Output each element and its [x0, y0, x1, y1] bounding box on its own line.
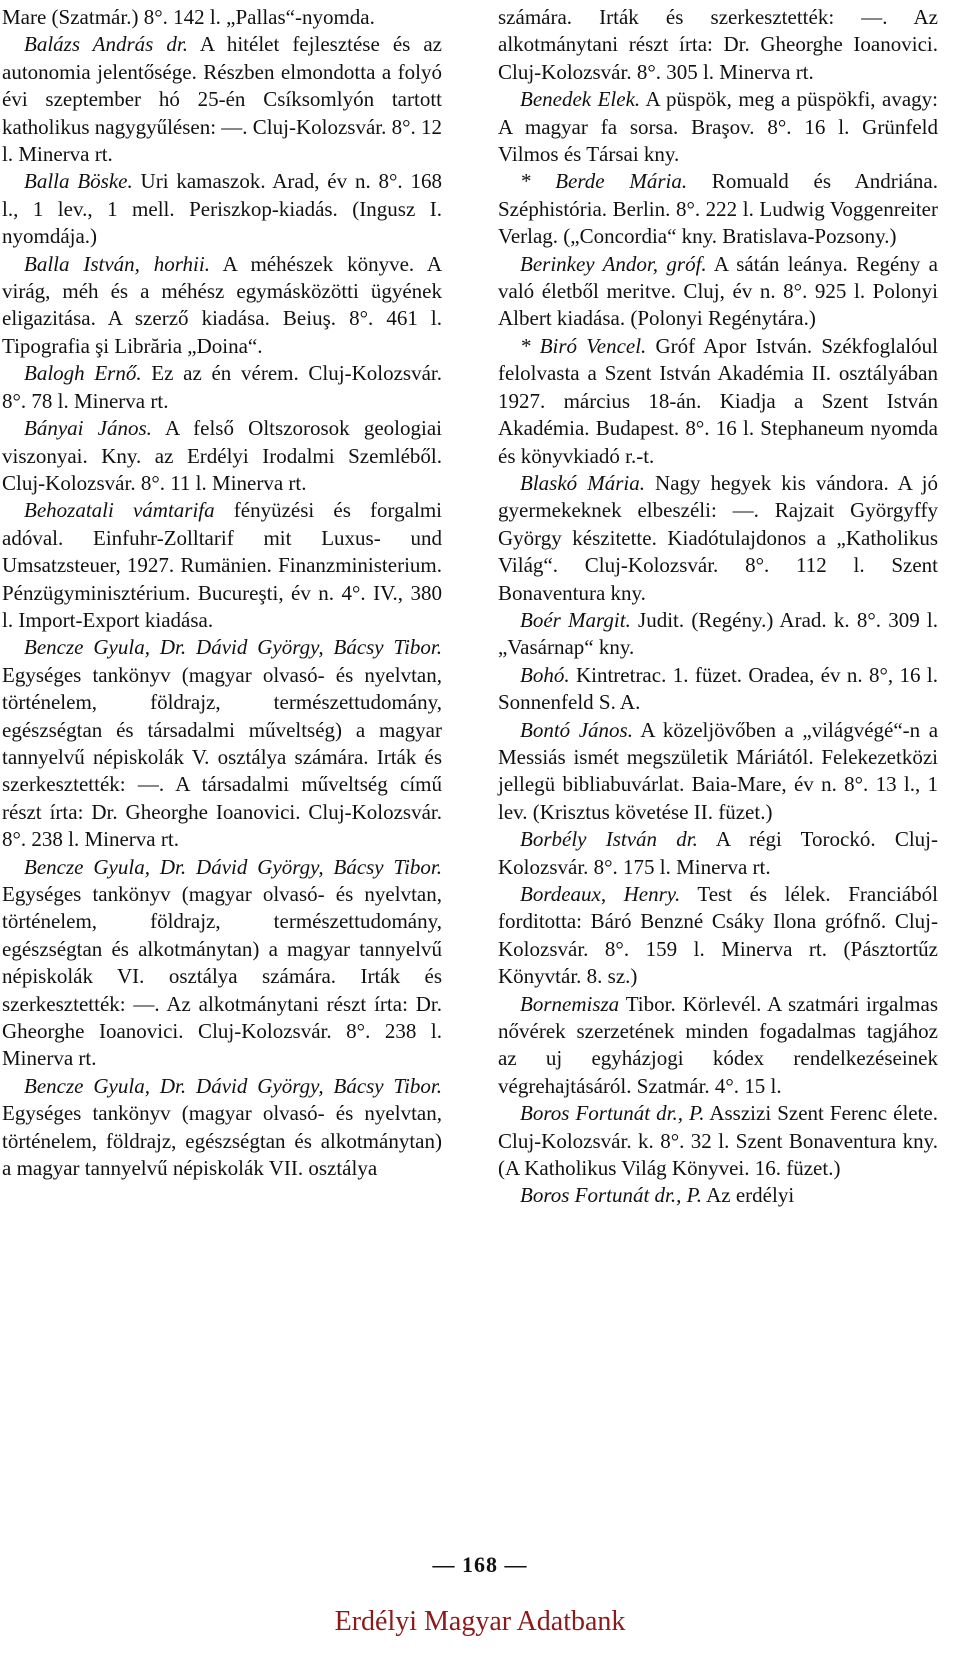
bibliography-entry — [498, 1100, 938, 1182]
entry-text: Test és lélek. Franciából forditotta: Báró Benzné Csáky Ilona grófnő. Cluj-Kolozsvár. 8°. 159 l. Minerva rt. (Pásztortűz Könyvtár. 8. sz.) — [498, 882, 938, 989]
entry-text: Kintretrac. 1. füzet. Oradea, év n. 8°, 16 l. Sonnenfeld S. A. — [498, 662, 938, 715]
entry-text: A méhészek könyve. A virág, méh és a méhész egymásközötti ügyének eligazitása. A szerző kiadása. Beiuş. 8°. 461 l. Tipografia şi Librăria „Doina“. — [2, 251, 443, 358]
entry-author: Berinkey Andor, gróf. — [520, 251, 707, 276]
bibliography-entry — [498, 251, 938, 333]
entry-author: Bontó János. — [520, 717, 633, 742]
entry-text: fényüzési és forgalmi adóval. Einfuhr-Zolltarif mit Luxus- und Umsatzsteuer, 1927. Rumänien. Finanzministerium. Pénzügyminisztérium. Bucureşti, év n. 4°. IV., 380 l. Import-Export kiadása. — [2, 498, 442, 632]
entry-author: Bencze Gyula, Dr. Dávid György, Bácsy Tibor. — [24, 854, 442, 879]
bibliography-entry — [498, 991, 938, 1101]
entry-text: Tibor. Körlevél. A szatmári irgalmas nővérek szerzetének minden fogadalmas tagjához az uj egyházjogi kódex rendelkezéseinek végrehajtásáról. Szatmár. 4°. 15 l. — [498, 991, 938, 1098]
watermark-text: Erdélyi Magyar Adatbank — [334, 1606, 626, 1637]
entry-author: Boros Fortunát dr., P. — [520, 1183, 703, 1208]
bibliography-entry — [498, 4, 938, 86]
entry-text: Asszizi Szent Ferenc élete. Cluj-Kolozsvár. k. 8°. 32 l. Szent Bonaventura kny. (A Katholikus Világ Könyvei. 16. füzet.) — [498, 1101, 939, 1181]
bibliography-entry — [498, 826, 938, 881]
entry-author: * Biró Vencel. — [520, 333, 647, 358]
bibliography-entry — [498, 881, 938, 991]
entry-author: * Berde Mária. — [520, 169, 688, 194]
bibliography-entry — [2, 1073, 442, 1183]
entry-text: Nagy hegyek kis vándora. A jó gyermekeknek elbeszéli: —. Rajzait Györgyffy György készitette. Kiadótulajdonos a „Katholikus Világ“. Cluj-Kolozsvár. 8°. 112 l. Szent Bonaventura kny. — [498, 470, 939, 605]
bibliography-entry — [2, 4, 442, 31]
entry-author: Bencze Gyula, Dr. Dávid György, Bácsy Tibor. — [24, 635, 442, 660]
bibliography-entry — [2, 360, 442, 415]
entry-text: A püspök, meg a püspökfi, avagy: A magyar fa sorsa. Braşov. 8°. 16 l. Grünfeld Vilmos és Társai kny. — [498, 87, 938, 167]
entry-author: Bencze Gyula, Dr. Dávid György, Bácsy Tibor. — [24, 1073, 442, 1098]
bibliography-entry — [498, 662, 938, 717]
entry-text: Egységes tankönyv (magyar olvasó- és nyelvtan, történelem, földrajz, természettudomány, egészségtan és alkotmánytan) a magyar tannyelvű népiskolák VI. osztálya számára. Irták és szerkesztették: —. Az alkotmánytani részt írta: Dr. Gheorghe Ioanovici. Cluj-Kolozsvár. 8°. 238 l. Minerva rt. — [2, 882, 442, 1071]
entry-author: Bornemisza — [520, 991, 620, 1016]
entry-author: Boér Margit. — [520, 607, 631, 632]
entry-text: Gróf Apor István. Székfoglalóul felolvasta a Szent István Akadémia II. osztályában 1927. március 18-án. Kiadja a Szent István Akadémia. Budapest. 8°. 16 l. Stephaneum nyomda és könyvkiadó r.-t. — [498, 333, 938, 468]
entry-author: Boros Fortunát dr., P. — [520, 1101, 705, 1126]
bibliography-entry — [498, 717, 938, 827]
entry-author: Balázs András dr. — [24, 32, 188, 57]
entry-author: Bányai János. — [24, 416, 152, 441]
entry-text: Az erdélyi — [702, 1183, 795, 1208]
entry-author: Balla Böske. — [24, 169, 133, 194]
entry-text: Egységes tankönyv (magyar olvasó- és nyelvtan, történelem, földrajz, természettudomány, egészségtan és társadalmi műveltség) a magyar tannyelvű népiskolák V. osztálya számára. Irták és szerkesztették: —. A társadalmi műveltség című részt írta: Dr. Gheorghe Ioanovici. Cluj-Kolozsvár. 8°. 238 l. Minerva rt. — [2, 662, 442, 852]
entry-text: A felső Oltszorosok geologiai viszonyai. Kny. az Erdélyi Irodalmi Szemléből. Cluj-Kolozsvár. 8°. 11 l. Minerva rt. — [2, 416, 442, 495]
bibliography-entry — [498, 607, 938, 662]
bibliography-entry — [498, 168, 938, 250]
entry-text: A régi Torockó. Cluj-Kolozsvár. 8°. 175 l. Minerva rt. — [498, 827, 938, 879]
entry-author: Bohó. — [520, 662, 570, 687]
left-column — [2, 4, 442, 1182]
entry-author: Behozatali vámtarifa — [24, 498, 215, 523]
bibliography-entry — [2, 854, 442, 1073]
bibliography-entry — [2, 168, 442, 250]
bibliography-entry — [2, 251, 442, 361]
entry-author: Balogh Ernő. — [24, 361, 142, 386]
entry-author: Borbély István dr. — [520, 827, 698, 852]
bibliography-entry — [2, 415, 442, 497]
entry-text: Uri kamaszok. Arad, év n. 8°. 168 l., 1 lev., 1 mell. Periszkop-kiadás. (Ingusz I. nyomdája.) — [2, 169, 442, 249]
bibliography-entry — [2, 31, 442, 168]
entry-text: Egységes tankönyv (magyar olvasó- és nyelvtan, történelem, földrajz, egészségtan és alkotmánytan) a magyar tannyelvű népiskolák VII. osztálya — [2, 1101, 442, 1181]
bibliography-entry — [498, 333, 938, 470]
entry-author: Blaskó Mária. — [520, 470, 645, 495]
entry-text: A sátán leánya. Regény a való életből meritve. Cluj, év n. 8°. 925 l. Polonyi Albert kiadása. (Polonyi Regénytára.) — [498, 251, 938, 331]
entry-text: Romuald és Andriána. Széphistória. Berlin. 8°. 222 l. Ludwig Voggenreiter Verlag. („Concordia“ kny. Bratislava-Pozsony.) — [498, 169, 938, 249]
right-column — [498, 4, 938, 1210]
entry-text: Judit. (Regény.) Arad. k. 8°. 309 l. „Vasárnap“ kny. — [498, 607, 938, 660]
bibliography-entry — [498, 1182, 938, 1209]
entry-text: Ez az én vérem. Cluj-Kolozsvár. 8°. 78 l. Minerva rt. — [2, 361, 442, 413]
entry-text: A hitélet fejlesztése és az autonomia jelentősége. Részben elmondotta a folyó évi szeptember hó 25-én Csíksomlyón tartott katholikus nagygyűlésen: —. Cluj-Kolozsvár. 8°. 12 l. Minerva rt. — [2, 32, 443, 167]
entry-text: Mare (Szatmár.) 8°. 142 l. „Pallas“-nyomda. — [2, 5, 375, 29]
entry-text: számára. Irták és szerkesztették: —. Az alkotmánytani részt írta: Dr. Gheorghe Ioanovici. Cluj-Kolozsvár. 8°. 305 l. Minerva rt. — [498, 5, 938, 84]
entry-author: Balla István, horhii. — [24, 251, 210, 276]
entry-author: Bordeaux, Henry. — [520, 882, 681, 906]
entry-text: A közeljövőben a „világvégé“-n a Messiás ismét megszületik Máriától. Felekezetközi jellegü bibliabuvárlat. Baia-Mare, év n. 8°. 13 l., 1 lev. (Krisztus követése II. füzet.) — [498, 717, 939, 824]
entry-author: Benedek Elek. — [520, 87, 641, 112]
bibliography-entry — [498, 86, 938, 168]
bibliography-entry — [2, 497, 442, 634]
bibliography-entry — [498, 470, 938, 607]
bibliography-entry — [2, 634, 442, 853]
page-number: — 168 — — [432, 1552, 528, 1577]
